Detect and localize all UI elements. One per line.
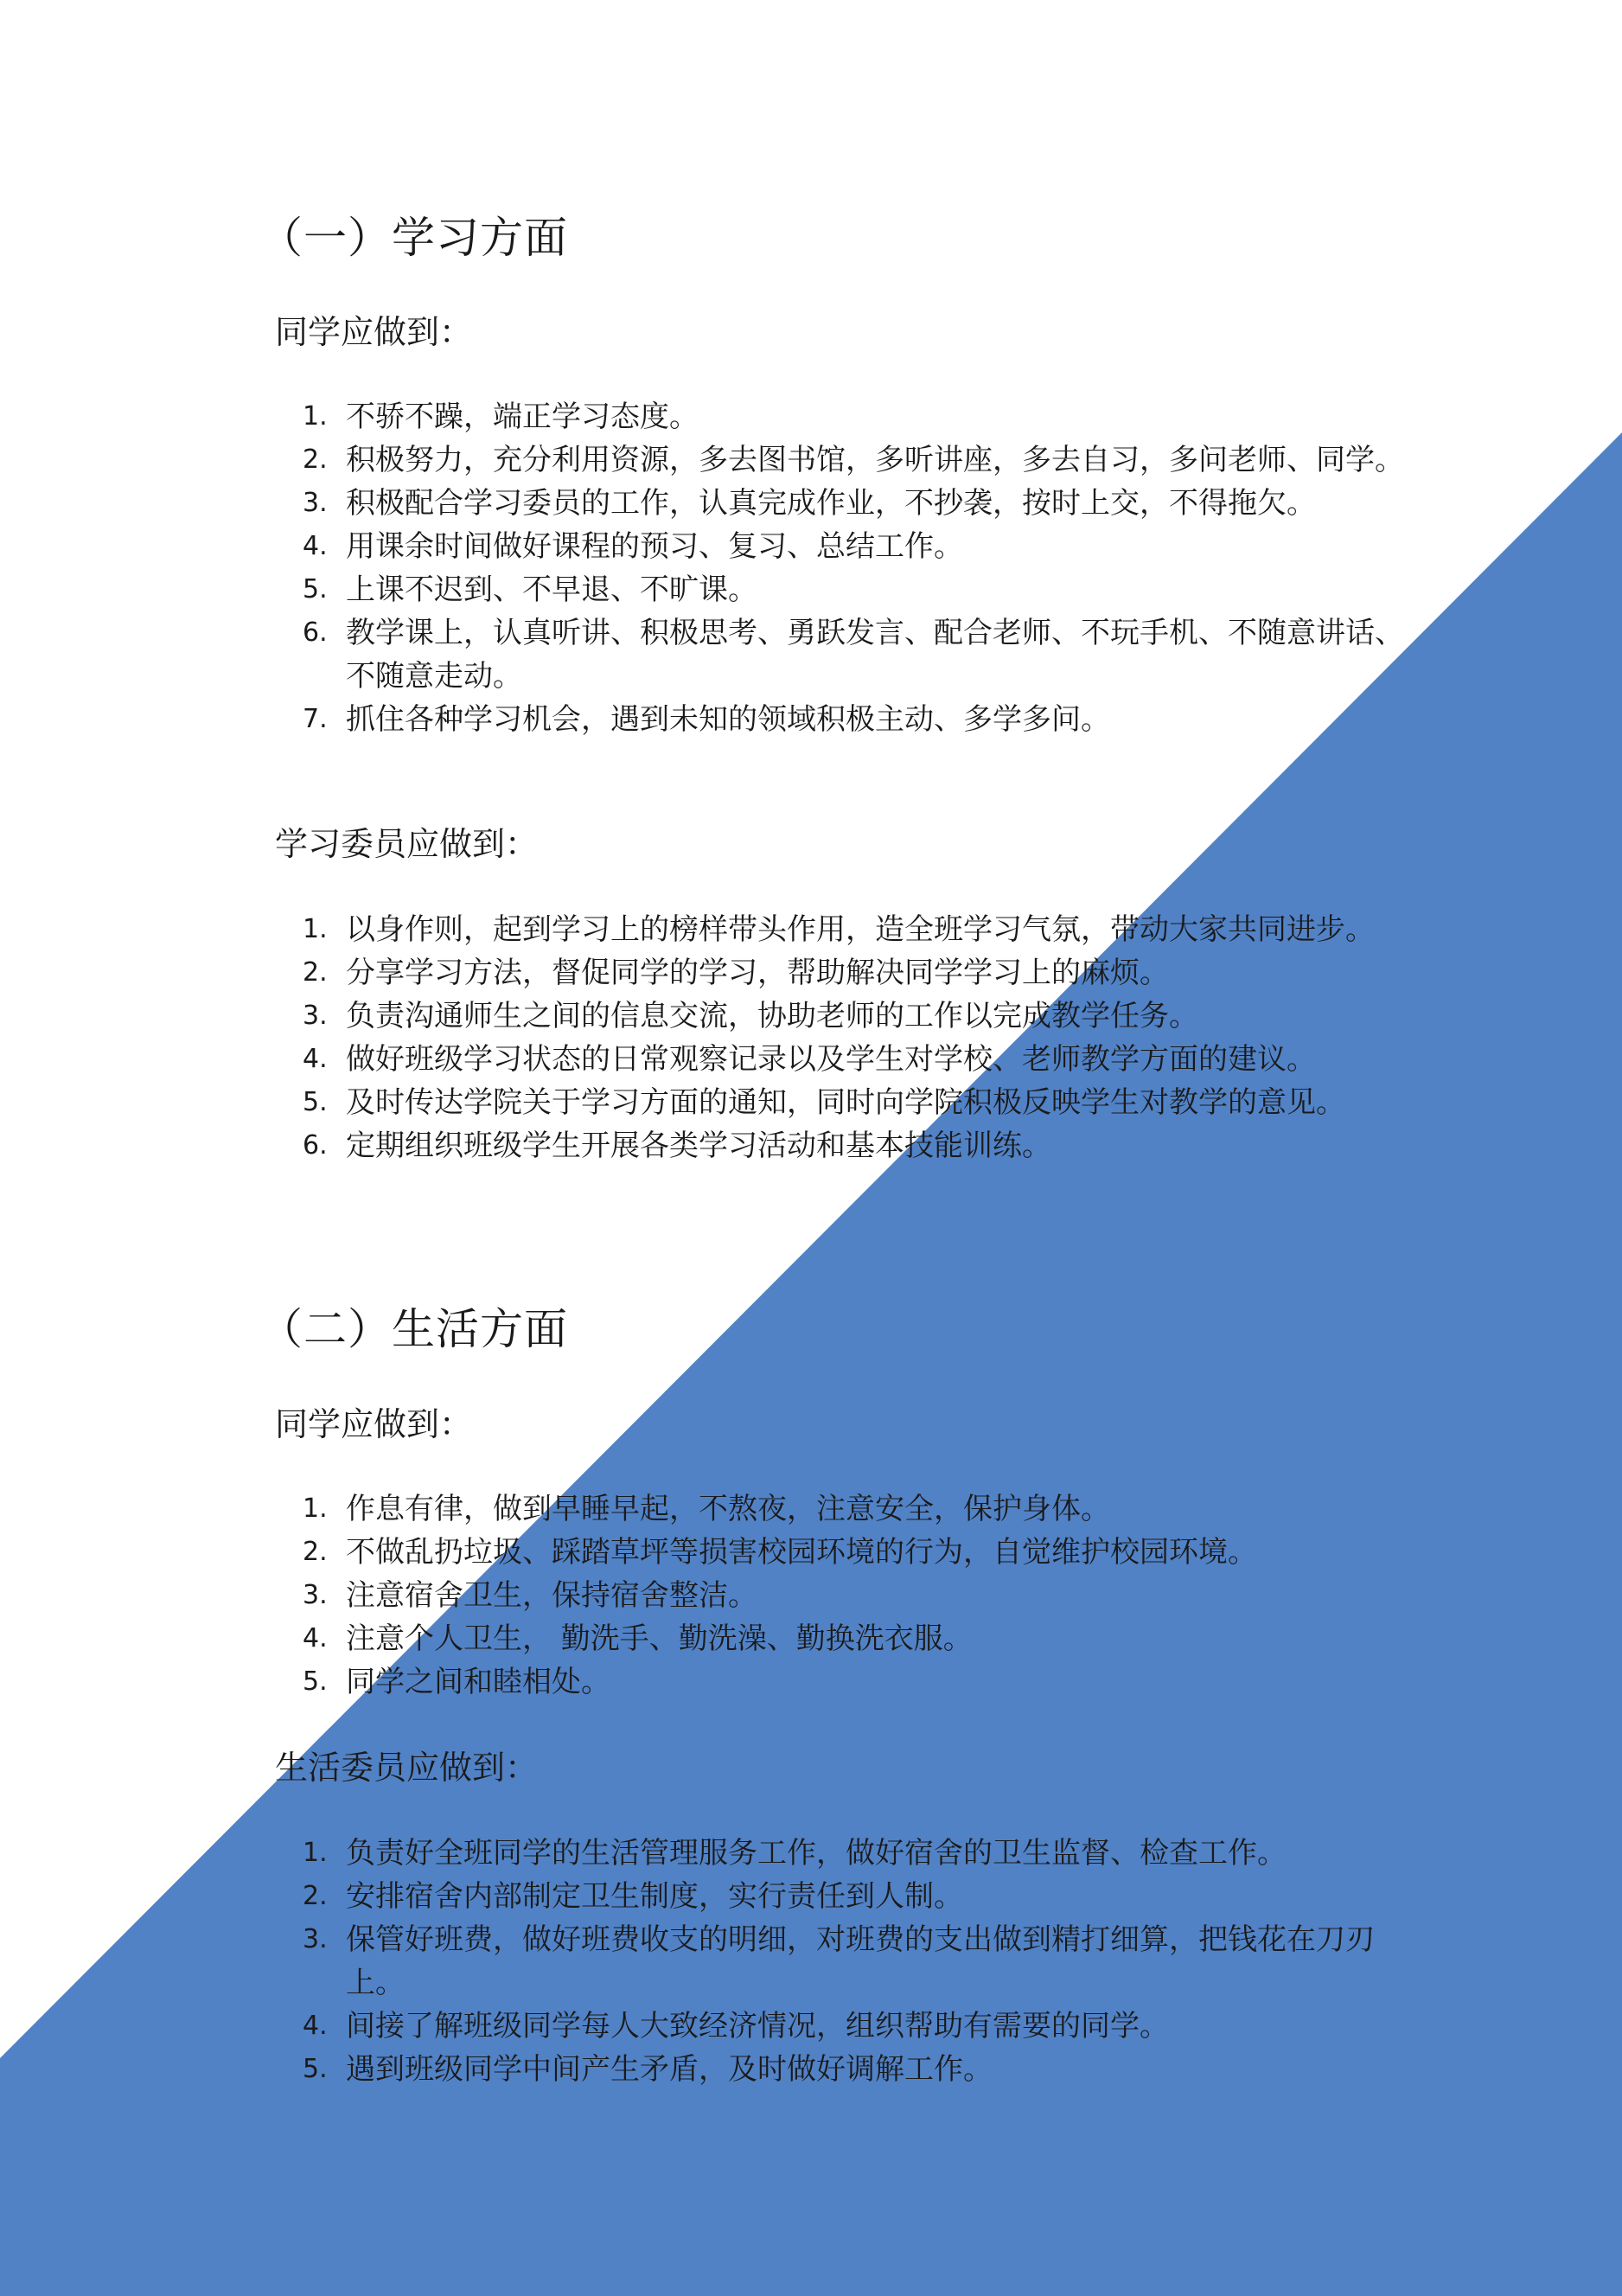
life-committee-list	[303, 1832, 1409, 2091]
list-item: 6. 定期组织班级学生开展各类学习活动和基本技能训练。	[303, 1129, 1051, 1163]
life-students-heading: 同学应做到：	[275, 1405, 473, 1443]
life-committee-heading: 生活委员应做到：	[275, 1749, 539, 1787]
study-students-heading: 同学应做到：	[275, 313, 473, 351]
list-item: 2. 不做乱扔垃圾、踩踏草坪等损害校园环境的行为，自觉维护校园环境。	[303, 1535, 1257, 1570]
list-item: 1. 不骄不躁，端正学习态度。	[303, 400, 699, 434]
list-item: 2. 分享学习方法，督促同学的学习，帮助解决同学学习上的麻烦。	[303, 956, 1169, 990]
list-item: 5. 及时传达学院关于学习方面的通知，同时向学院积极反映学生对教学的意见。	[303, 1085, 1345, 1120]
list-item: 3. 保管好班费，做好班费收支的明细，对班费的支出做到精打细算，把钱花在刀刃上。	[303, 1922, 1375, 2000]
list-item: 1. 作息有律，做到早睡早起，不熬夜，注意安全，保护身体。	[303, 1492, 1110, 1526]
list-item: 3. 注意宿舍卫生，保持宿舍整洁。	[303, 1578, 757, 1613]
list-item: 2. 安排宿舍内部制定卫生制度，实行责任到人制。	[303, 1879, 963, 1914]
list-item: 6. 教学课上，认真听讲、积极思考、勇跃发言、配合老师、不玩手机、不随意讲话、不随意走动。	[303, 616, 1404, 694]
list-item: 3. 积极配合学习委员的工作，认真完成作业，不抄袭，按时上交，不得拖欠。	[303, 486, 1316, 521]
list-item: 4. 用课余时间做好课程的预习、复习、总结工作。	[303, 529, 963, 564]
list-item: 4. 间接了解班级同学每人大致经济情况，组织帮助有需要的同学。	[303, 2009, 1169, 2043]
list-item: 7. 抓住各种学习机会，遇到未知的领域积极主动、多学多问。	[303, 702, 1110, 737]
study-committee-heading: 学习委员应做到：	[275, 825, 539, 863]
study-students-list	[303, 395, 1409, 741]
list-item: 4. 做好班级学习状态的日常观察记录以及学生对学校、老师教学方面的建议。	[303, 1042, 1316, 1077]
study-section-title: （一）学习方面	[259, 213, 568, 263]
study-committee-list	[303, 908, 1409, 1167]
list-item: 3. 负责沟通师生之间的信息交流，协助老师的工作以完成教学任务。	[303, 999, 1198, 1033]
list-item: 5. 遇到班级同学中间产生矛盾，及时做好调解工作。	[303, 2052, 993, 2087]
list-item: 4. 注意个人卫生， 勤洗手、勤洗澡、勤换洗衣服。	[303, 1621, 973, 1656]
life-students-list	[303, 1487, 1409, 1704]
life-section-title: （二）生活方面	[259, 1304, 568, 1354]
list-item: 5. 同学之间和睦相处。	[303, 1665, 610, 1699]
list-item: 1. 以身作则，起到学习上的榜样带头作用，造全班学习气氛，带动大家共同进步。	[303, 912, 1375, 947]
list-item: 5. 上课不迟到、不早退、不旷课。	[303, 572, 757, 607]
list-item: 2. 积极努力，充分利用资源，多去图书馆，多听讲座，多去自习，多问老师、同学。	[303, 443, 1404, 477]
list-item: 1. 负责好全班同学的生活管理服务工作，做好宿舍的卫生监督、检查工作。	[303, 1836, 1287, 1871]
